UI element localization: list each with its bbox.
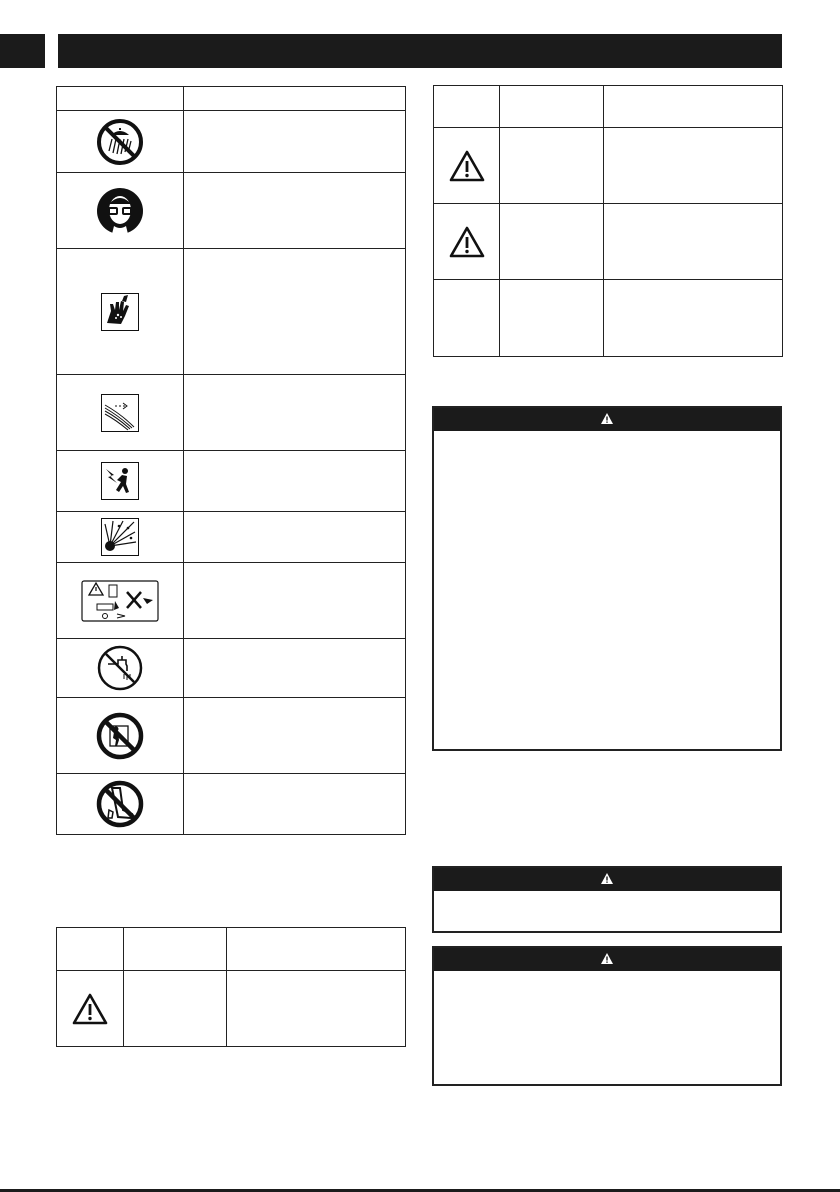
explanation-column-header xyxy=(184,87,406,111)
language-tab xyxy=(0,34,45,68)
signal-word-column-header xyxy=(124,928,227,971)
empty-symbol-cell xyxy=(434,280,500,357)
signal-word xyxy=(500,128,604,204)
signal-word xyxy=(500,204,604,280)
signal-word-column-header xyxy=(500,86,604,128)
warning-box xyxy=(432,946,782,1086)
explosion-hazard-icon xyxy=(101,518,139,556)
warning-box xyxy=(432,866,782,933)
warning-triangle-icon xyxy=(449,150,485,182)
symbol-column-header xyxy=(57,928,124,971)
electric-shock-icon xyxy=(101,462,139,500)
warning-triangle-icon xyxy=(449,226,485,258)
table-row xyxy=(434,128,783,204)
table-row xyxy=(57,698,406,774)
table-row xyxy=(57,173,406,249)
table-row xyxy=(57,639,406,698)
row-explanation xyxy=(184,451,406,512)
chemical-warning-label-icon xyxy=(81,580,159,622)
signal-word xyxy=(124,971,227,1047)
table-row xyxy=(57,971,406,1047)
table-row xyxy=(57,111,406,173)
warning-triangle-icon xyxy=(601,953,613,964)
warning-triangle-icon xyxy=(72,993,108,1025)
row-explanation xyxy=(184,563,406,639)
row-explanation xyxy=(184,639,406,698)
row-explanation xyxy=(184,698,406,774)
warning-triangle-icon xyxy=(601,413,613,424)
table-row xyxy=(57,563,406,639)
table-row xyxy=(57,451,406,512)
table-row xyxy=(57,512,406,563)
warning-box-header xyxy=(434,948,780,971)
symbol-column-header xyxy=(434,86,500,128)
row-explanation xyxy=(184,375,406,451)
signal-word xyxy=(500,280,604,357)
table-row xyxy=(434,204,783,280)
no-spray-at-person-icon xyxy=(96,712,144,760)
symbol-table xyxy=(56,86,406,835)
risk-level-table-bottom xyxy=(56,927,406,1047)
no-potable-water-icon xyxy=(96,644,144,692)
table-header-row xyxy=(57,87,406,111)
no-spray-at-feet-icon xyxy=(96,780,144,828)
eye-protection-icon xyxy=(95,186,145,236)
warning-box-header xyxy=(434,868,780,891)
table-header-row xyxy=(434,86,783,128)
warning-box-header xyxy=(434,408,780,431)
meaning-column-header xyxy=(604,86,783,128)
row-explanation xyxy=(184,173,406,249)
table-row xyxy=(57,774,406,835)
risk-meaning xyxy=(604,280,783,357)
row-explanation xyxy=(184,111,406,173)
spray-hazard-icon xyxy=(101,394,139,432)
risk-meaning xyxy=(227,971,406,1047)
meaning-column-header xyxy=(227,928,406,971)
table-row xyxy=(57,375,406,451)
row-explanation xyxy=(184,774,406,835)
risk-meaning xyxy=(604,128,783,204)
table-row xyxy=(434,280,783,357)
warning-box xyxy=(432,406,782,751)
page-header-bar xyxy=(58,34,782,68)
symbol-column-header xyxy=(57,87,184,111)
risk-meaning xyxy=(604,204,783,280)
row-explanation xyxy=(184,249,406,375)
hand-injury-icon xyxy=(101,293,139,331)
risk-level-table xyxy=(433,85,783,357)
no-rain-icon xyxy=(95,117,145,167)
warning-triangle-icon xyxy=(601,873,613,884)
table-row xyxy=(57,249,406,375)
row-explanation xyxy=(184,512,406,563)
table-header-row xyxy=(57,928,406,971)
